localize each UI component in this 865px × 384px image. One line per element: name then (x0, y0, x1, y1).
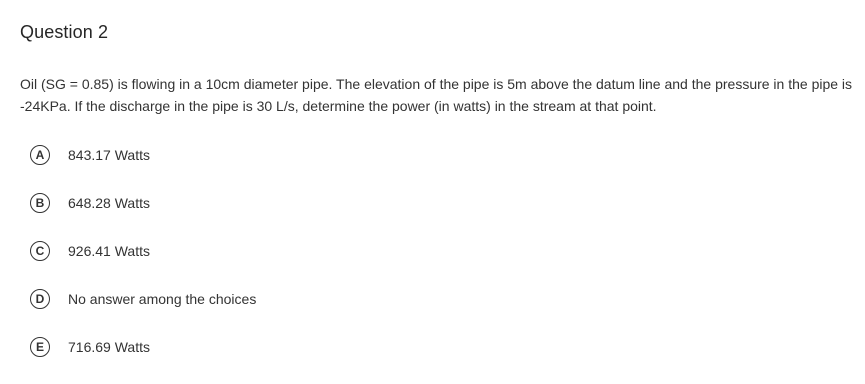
choice-d[interactable] (30, 288, 430, 310)
choice-letter-badge: E (30, 337, 50, 357)
answer-choices (30, 144, 430, 384)
choice-e[interactable] (30, 336, 430, 358)
choice-label: 648.28 Watts (68, 195, 150, 211)
choice-label: 926.41 Watts (68, 243, 150, 259)
choice-letter-badge: B (30, 193, 50, 213)
choice-c[interactable] (30, 240, 430, 262)
choice-label: 843.17 Watts (68, 147, 150, 163)
choice-letter-badge: D (30, 289, 50, 309)
choice-letter-badge: A (30, 145, 50, 165)
question-text: Oil (SG = 0.85) is flowing in a 10cm diameter pipe. The elevation of the pipe is 5m above the datum line and the pressure in the pipe is -24KPa. If the discharge in the pipe is 30 L/s, determine the power (in watts) in the stream at that point. (20, 76, 853, 114)
choice-b[interactable] (30, 192, 430, 214)
choice-letter-badge: C (30, 241, 50, 261)
choice-a[interactable] (30, 144, 430, 166)
question-title: Question 2 (20, 22, 109, 42)
choice-label: No answer among the choices (68, 291, 257, 307)
choice-label: 716.69 Watts (68, 339, 150, 355)
